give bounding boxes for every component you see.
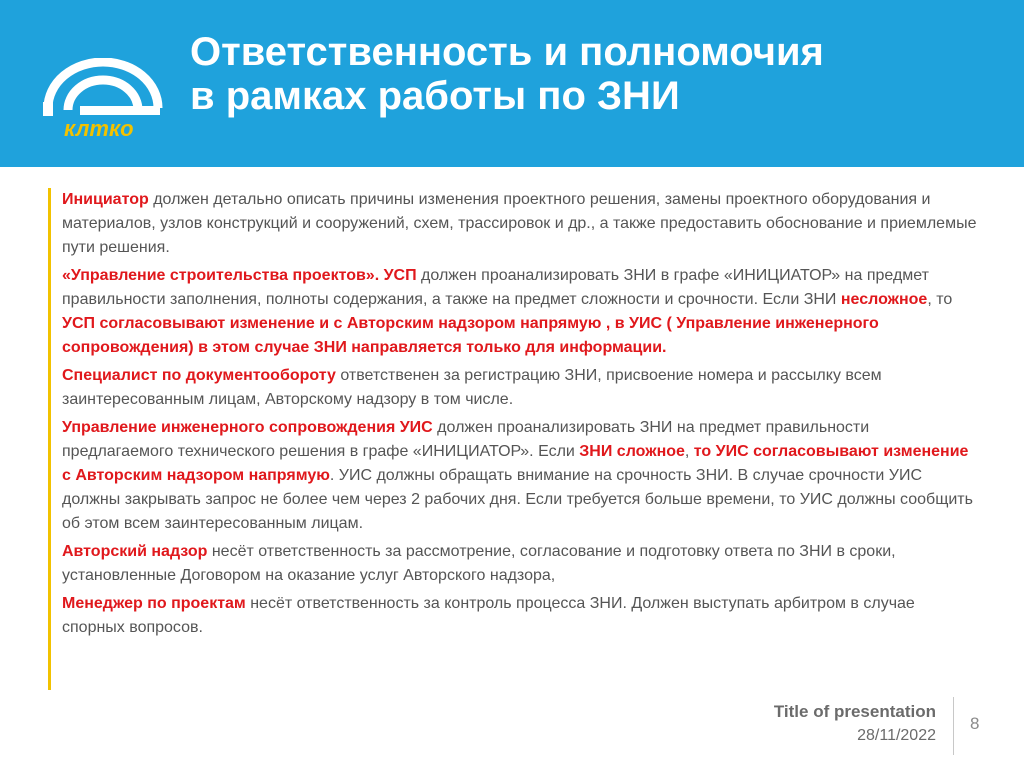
highlighted-text: Авторский надзор: [62, 543, 208, 560]
footer-divider: [953, 697, 954, 755]
svg-text:клтко: клтко: [64, 116, 134, 140]
highlighted-text: Специалист по документообороту: [62, 367, 336, 384]
body-text: ответственен за регистрацию ЗНИ, присвоение номера и рассылку всем заинтересованным лицам, Авторскому надзору в том числе.: [62, 367, 882, 408]
page-title: [190, 30, 990, 118]
company-logo-icon: [42, 58, 164, 140]
body-paragraph: [62, 188, 978, 260]
body-text: . УИС должны обращать внимание на срочность ЗНИ. В случае срочности УИС должны закрывать запрос не более чем через 2 рабочих дня. Если требуется больше времени, то УИС должны сообщить об этом всем заинтересованным лицам.: [62, 467, 973, 532]
highlighted-text: ЗНИ сложное: [579, 443, 685, 460]
body-paragraph: [62, 264, 978, 360]
slide-body: [48, 188, 978, 690]
page-number: 8: [970, 714, 980, 733]
body-paragraph: [62, 416, 978, 536]
body-text: , то: [927, 291, 953, 308]
body-text: несёт ответственность за контроль процесса ЗНИ. Должен выступать арбитром в случае спорных вопросов.: [62, 595, 915, 636]
highlighted-text: несложное: [840, 291, 928, 308]
body-text: должен проанализировать ЗНИ в графе «ИНИЦИАТОР» на предмет правильности заполнения, полноты содержания, а также на предмет сложности и срочности. Если ЗНИ: [62, 267, 929, 308]
body-paragraph: [62, 364, 978, 412]
title-line-1: Ответственность и полномочия: [190, 30, 824, 74]
body-paragraph: [62, 540, 978, 588]
footer-title: Title of presentation: [773, 702, 936, 721]
footer-date: 28/11/2022: [857, 727, 936, 744]
body-text: должен детально описать причины изменения проектного решения, замены проектного оборудования и материалов, узлов конструкций и сооружений, схем, трассировок и др., а также предоставить обоснование и приемлемые пути решения.: [62, 191, 977, 256]
highlighted-text: Менеджер по проектам: [62, 595, 246, 612]
highlighted-text: «Управление строительства проектов». УСП: [62, 267, 417, 284]
highlighted-text: Управление инженерного сопровождения УИС: [62, 419, 433, 436]
highlighted-text: Инициатор: [62, 191, 149, 208]
body-paragraph: [62, 592, 978, 640]
highlighted-text: УСП согласовывают изменение и с Авторским надзором напрямую , в УИС ( Управление инженерного сопровождения) в этом случае ЗНИ направляется только для информации.: [62, 315, 879, 356]
body-text: несёт ответственность за рассмотрение, согласование и подготовку ответа по ЗНИ в сроки, установленные Договором на оказание услуг Авторского надзора,: [62, 543, 896, 584]
body-text: должен проанализировать ЗНИ на предмет правильности предлагаемого технического решения в графе «ИНИЦИАТОР». Если: [62, 419, 870, 460]
slide-header: [0, 0, 1024, 167]
highlighted-text: то УИС согласовывают изменение с Авторским надзором напрямую: [62, 443, 969, 484]
title-line-2: в рамках работы по ЗНИ: [190, 74, 680, 118]
body-text: ,: [684, 443, 694, 460]
